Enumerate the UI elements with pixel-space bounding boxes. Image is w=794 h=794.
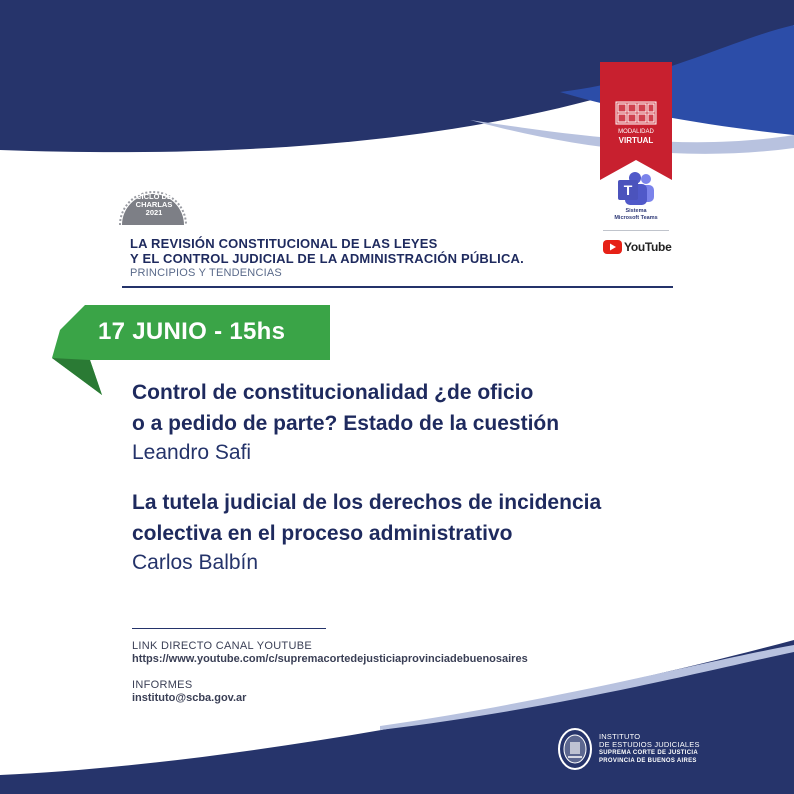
contact-email-link[interactable]: instituto@scba.gov.ar	[132, 692, 247, 704]
institution-line-4: PROVINCIA DE BUENOS AIRES	[599, 758, 697, 764]
talk-2-speaker: Carlos Balbín	[132, 551, 259, 574]
date-ribbon-fold	[52, 358, 102, 395]
institution-name	[599, 733, 700, 765]
modality-line-1: MODALIDAD	[618, 129, 654, 135]
talk-2-title-line-1: La tutela judicial de los derechos de incidencia	[132, 491, 602, 514]
teams-icon	[616, 172, 656, 206]
institution-seal-icon	[557, 727, 593, 771]
contact-label: INFORMES	[132, 679, 193, 691]
youtube-play-icon	[603, 240, 622, 254]
talk-1	[132, 377, 559, 467]
badge-line-2: CHARLAS	[135, 200, 173, 209]
modality-text	[600, 129, 672, 145]
people-grid-icon	[616, 102, 656, 124]
teams-label-line-2: Microsoft Teams	[614, 214, 658, 221]
talk-2-title-line-2: colectiva en el proceso administrativo	[132, 522, 513, 545]
teams-label-line-1: Sistema	[625, 208, 647, 214]
talk-1-title-line-2: o a pedido de parte? Estado de la cuestión	[132, 412, 560, 435]
institution-line-3: SUPREMA CORTE DE JUSTICIA	[599, 750, 698, 756]
talk-2	[132, 487, 601, 577]
badge-line-1: CICLO DE	[136, 192, 172, 201]
event-header	[130, 236, 524, 279]
youtube-wordmark: YouTube	[624, 240, 672, 254]
institution-line-1: INSTITUTO	[599, 732, 641, 741]
talk-1-title-line-1: Control de constitucionalidad ¿de oficio	[132, 381, 534, 404]
youtube-info	[132, 640, 528, 665]
event-title-line-2: Y EL CONTROL JUDICIAL DE LA ADMINISTRACIÓN PÚBLICA.	[130, 251, 524, 266]
badge-line-3: 2021	[145, 208, 163, 217]
youtube-link-label: LINK DIRECTO CANAL YOUTUBE	[132, 640, 312, 652]
event-title-line-1: LA REVISIÓN CONSTITUCIONAL DE LAS LEYES	[130, 236, 438, 251]
talk-1-speaker: Leandro Safi	[132, 441, 252, 464]
institution-line-2: DE ESTUDIOS JUDICIALES	[599, 740, 700, 749]
event-date: 17 JUNIO - 15hs	[98, 318, 286, 345]
svg-text:T: T	[623, 182, 633, 198]
modality-tag	[600, 62, 672, 180]
header-divider	[122, 286, 673, 288]
sidebar-divider	[603, 230, 669, 231]
youtube-link[interactable]: https://www.youtube.com/c/supremacortedejusticiaprovinciadebuenosaires	[132, 653, 528, 665]
event-subtitle: PRINCIPIOS Y TENDENCIAS	[130, 267, 282, 279]
teams-label	[604, 208, 668, 221]
modality-line-2: VIRTUAL	[618, 136, 654, 145]
cycle-badge-text	[122, 193, 186, 217]
info-divider	[132, 628, 326, 629]
contact-info	[132, 679, 246, 704]
